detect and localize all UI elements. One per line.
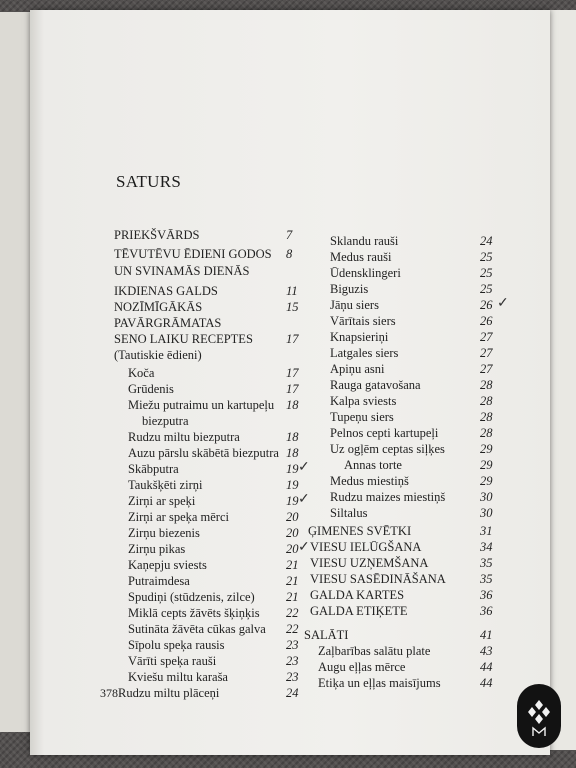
toc-right-entry-label: Knapsieriņi xyxy=(330,330,389,344)
toc-right-entry-label: VIESU UZŅEMŠANA xyxy=(310,556,429,570)
toc-left-entry-page: 23 xyxy=(286,670,299,684)
toc-right-entry-label: Apiņu asni xyxy=(330,362,385,376)
toc-right-entry-page: 43 xyxy=(480,644,493,658)
toc-right-entry-label: SALĀTI xyxy=(304,628,349,642)
toc-left-entry-page: 17 xyxy=(286,382,299,396)
diamond-logo-icon xyxy=(517,684,561,748)
toc-right-entry-label: Kalpa sviests xyxy=(330,394,397,408)
toc-right-entry-label: Rudzu maizes miestiņš xyxy=(330,490,446,504)
toc-left-entry-label: UN SVINAMĀS DIENĀS xyxy=(114,264,250,278)
watermark-logo xyxy=(517,684,561,748)
toc-right-entry-label: Tupeņu siers xyxy=(330,410,394,424)
toc-right-entry-label: Augu eļļas mērce xyxy=(318,660,406,674)
toc-right-entry-label: ĢIMENES SVĒTKI xyxy=(308,524,412,538)
toc-left-entry-label: biezputra xyxy=(142,414,189,428)
toc-right-entry-page: 27 xyxy=(480,330,493,344)
toc-right-entry-label: Zaļbarības salātu plate xyxy=(318,644,431,658)
toc-left-entry-label: Zirņi ar speķa mērci xyxy=(128,510,229,524)
toc-right-entry-page: 36 xyxy=(480,588,493,602)
toc-left-entry-label: Zirņu biezenis xyxy=(128,526,200,540)
toc-right-entry-page: 27 xyxy=(480,346,493,360)
toc-left-entry-page: 21 xyxy=(286,574,299,588)
toc-left-entry-label: PRIEKŠVĀRDS xyxy=(114,228,200,242)
toc-right-entry-page: 36 xyxy=(480,604,493,618)
toc-left-entry-label: Auzu pārslu skābētā biezputra xyxy=(128,446,279,460)
handwritten-check-icon: ✓ xyxy=(298,460,310,475)
toc-right-entry-label: Siltalus xyxy=(330,506,368,520)
toc-left-entry-label: Grūdenis xyxy=(128,382,174,396)
toc-right-entry-page: 28 xyxy=(480,378,493,392)
toc-left-entry-page: 17 xyxy=(286,332,299,346)
toc-right-entry-page: 26 xyxy=(480,314,493,328)
toc-left-entry-label: PAVĀRGRĀMATAS xyxy=(114,316,222,330)
toc-left-entry-label: (Tautiskie ēdieni) xyxy=(114,348,202,362)
toc-right-entry-label: Jāņu siers xyxy=(330,298,379,312)
toc-right-entry-page: 34 xyxy=(480,540,493,554)
toc-left-entry-page: 19 xyxy=(286,494,299,508)
toc-left-entry-label: Sutināta žāvēta cūkas galva xyxy=(128,622,266,636)
toc-left-entry-label: Taukšķēti zirņi xyxy=(128,478,203,492)
toc-right-entry-label: Etiķa un eļļas maisījums xyxy=(318,676,441,690)
toc-right-entry-label: GALDA KARTES xyxy=(310,588,405,602)
toc-left-entry-page: 20 xyxy=(286,542,299,556)
toc-right-entry-page: 41 xyxy=(480,628,493,642)
toc-right-entry-page: 24 xyxy=(480,234,493,248)
toc-left-entry-label: Spudiņi (stūdzenis, zilce) xyxy=(128,590,255,604)
toc-left-entry-label: Putraimdesa xyxy=(128,574,190,588)
toc-right-entry-label: Vārītais siers xyxy=(330,314,396,328)
toc-left-entry-page: 24 xyxy=(286,686,299,700)
toc-right-entry-label: Uz ogļēm ceptas siļķes xyxy=(330,442,445,456)
toc-left-entry-page: 15 xyxy=(286,300,299,314)
toc-left-entry-page: 8 xyxy=(286,247,293,261)
toc-left-entry-page: 21 xyxy=(286,558,299,572)
toc-right-entry-page: 44 xyxy=(480,660,493,674)
toc-right-entry-page: 29 xyxy=(480,442,493,456)
handwritten-check-icon: ✓ xyxy=(497,296,509,311)
toc-right-entry-page: 29 xyxy=(480,458,493,472)
toc-right-entry-page: 25 xyxy=(480,266,493,280)
toc-left-entry-page: 17 xyxy=(286,366,299,380)
toc-left-entry-label: SENO LAIKU RECEPTES xyxy=(114,332,253,346)
toc-left-entry-page: 19 xyxy=(286,462,299,476)
toc-right-entry-page: 30 xyxy=(480,506,493,520)
toc-right-entry-page: 27 xyxy=(480,362,493,376)
page-number: 378 xyxy=(100,686,118,700)
toc-left-entry-page: 20 xyxy=(286,510,299,524)
toc-left-entry-label: IKDIENAS GALDS xyxy=(114,284,218,298)
toc-left-entry-label: Vārīti speķa rauši xyxy=(128,654,217,668)
toc-left-entry-label: Kviešu miltu karaša xyxy=(128,670,228,684)
toc-right-entry-page: 29 xyxy=(480,474,493,488)
toc-right-entry-label: GALDA ETIĶETE xyxy=(310,604,408,618)
toc-left-entry-page: 18 xyxy=(286,430,299,444)
toc-right-entry-label: Medus miestiņš xyxy=(330,474,409,488)
toc-left-entry-label: Kaņepju sviests xyxy=(128,558,207,572)
toc-left-entry-label: Koča xyxy=(128,366,155,380)
toc-right-entry-label: Latgales siers xyxy=(330,346,399,360)
toc-left-entry-page: 18 xyxy=(286,398,299,412)
toc-right-entry-page: 31 xyxy=(480,524,493,538)
toc-left-entry-page: 22 xyxy=(286,622,299,636)
toc-left-entry-label: Sīpolu speķa rausis xyxy=(128,638,225,652)
toc-right-entry-label: Sklandu rauši xyxy=(330,234,399,248)
toc-right-entry-label: Biguzis xyxy=(330,282,369,296)
toc-left-entry-page: 23 xyxy=(286,638,299,652)
toc-left-entry-label: Zirņu pikas xyxy=(128,542,186,556)
toc-left-entry-page: 19 xyxy=(286,478,299,492)
handwritten-check-icon: ✓ xyxy=(298,540,310,555)
toc-right-entry-page: 35 xyxy=(480,556,493,570)
toc-left-entry-page: 18 xyxy=(286,446,299,460)
toc-right-entry-label: Ūdensklingeri xyxy=(330,266,401,280)
toc-left-entry-label: TĒVUTĒVU ĒDIENI GODOS xyxy=(114,247,272,261)
toc-left-entry-label: Rudzu miltu plāceņi xyxy=(118,686,220,700)
toc-left-entry-label: Miežu putraimu un kartupeļu xyxy=(128,398,275,412)
toc-left-entry-label: NOZĪMĪGĀKĀS xyxy=(114,300,203,314)
toc-right-entry-label: Medus rauši xyxy=(330,250,392,264)
toc-left-entry-page: 23 xyxy=(286,654,299,668)
toc-left-entry-label: Rudzu miltu biezputra xyxy=(128,430,240,444)
toc-left-entry-label: Zirņi ar speķi xyxy=(128,494,196,508)
toc-right-entry-page: 25 xyxy=(480,250,493,264)
toc-right-entry-label: Pelnos cepti kartupeļi xyxy=(330,426,439,440)
toc-left-entry-page: 21 xyxy=(286,590,299,604)
toc-right-entry-page: 44 xyxy=(480,676,493,690)
page-title: SATURS xyxy=(116,172,182,191)
toc-right-entry-page: 28 xyxy=(480,426,493,440)
toc-right-entry-page: 25 xyxy=(480,282,493,296)
toc-right-entry-page: 26 xyxy=(480,298,493,312)
toc-right-entry-label: Rauga gatavošana xyxy=(330,378,421,392)
toc-left-entry-page: 22 xyxy=(286,606,299,620)
toc-right-entry-label: VIESU SASĒDINĀŠANA xyxy=(310,572,446,586)
toc-right-entry-page: 28 xyxy=(480,410,493,424)
toc-left-entry-label: Skābputra xyxy=(128,462,179,476)
toc-left-entry-page: 20 xyxy=(286,526,299,540)
toc-right-entry-label: VIESU IELŪGŠANA xyxy=(310,540,422,554)
toc-left-entry-label: Miklā cepts žāvēts šķiņķis xyxy=(128,606,260,620)
handwritten-check-icon: ✓ xyxy=(298,492,310,507)
toc-left-entry-page: 11 xyxy=(286,284,298,298)
toc-right-entry-page: 35 xyxy=(480,572,493,586)
toc-right-entry-page: 28 xyxy=(480,394,493,408)
toc-left-entry-page: 7 xyxy=(286,228,293,242)
toc-right-entry-page: 30 xyxy=(480,490,493,504)
toc-right-entry-label: Annas torte xyxy=(344,458,402,472)
